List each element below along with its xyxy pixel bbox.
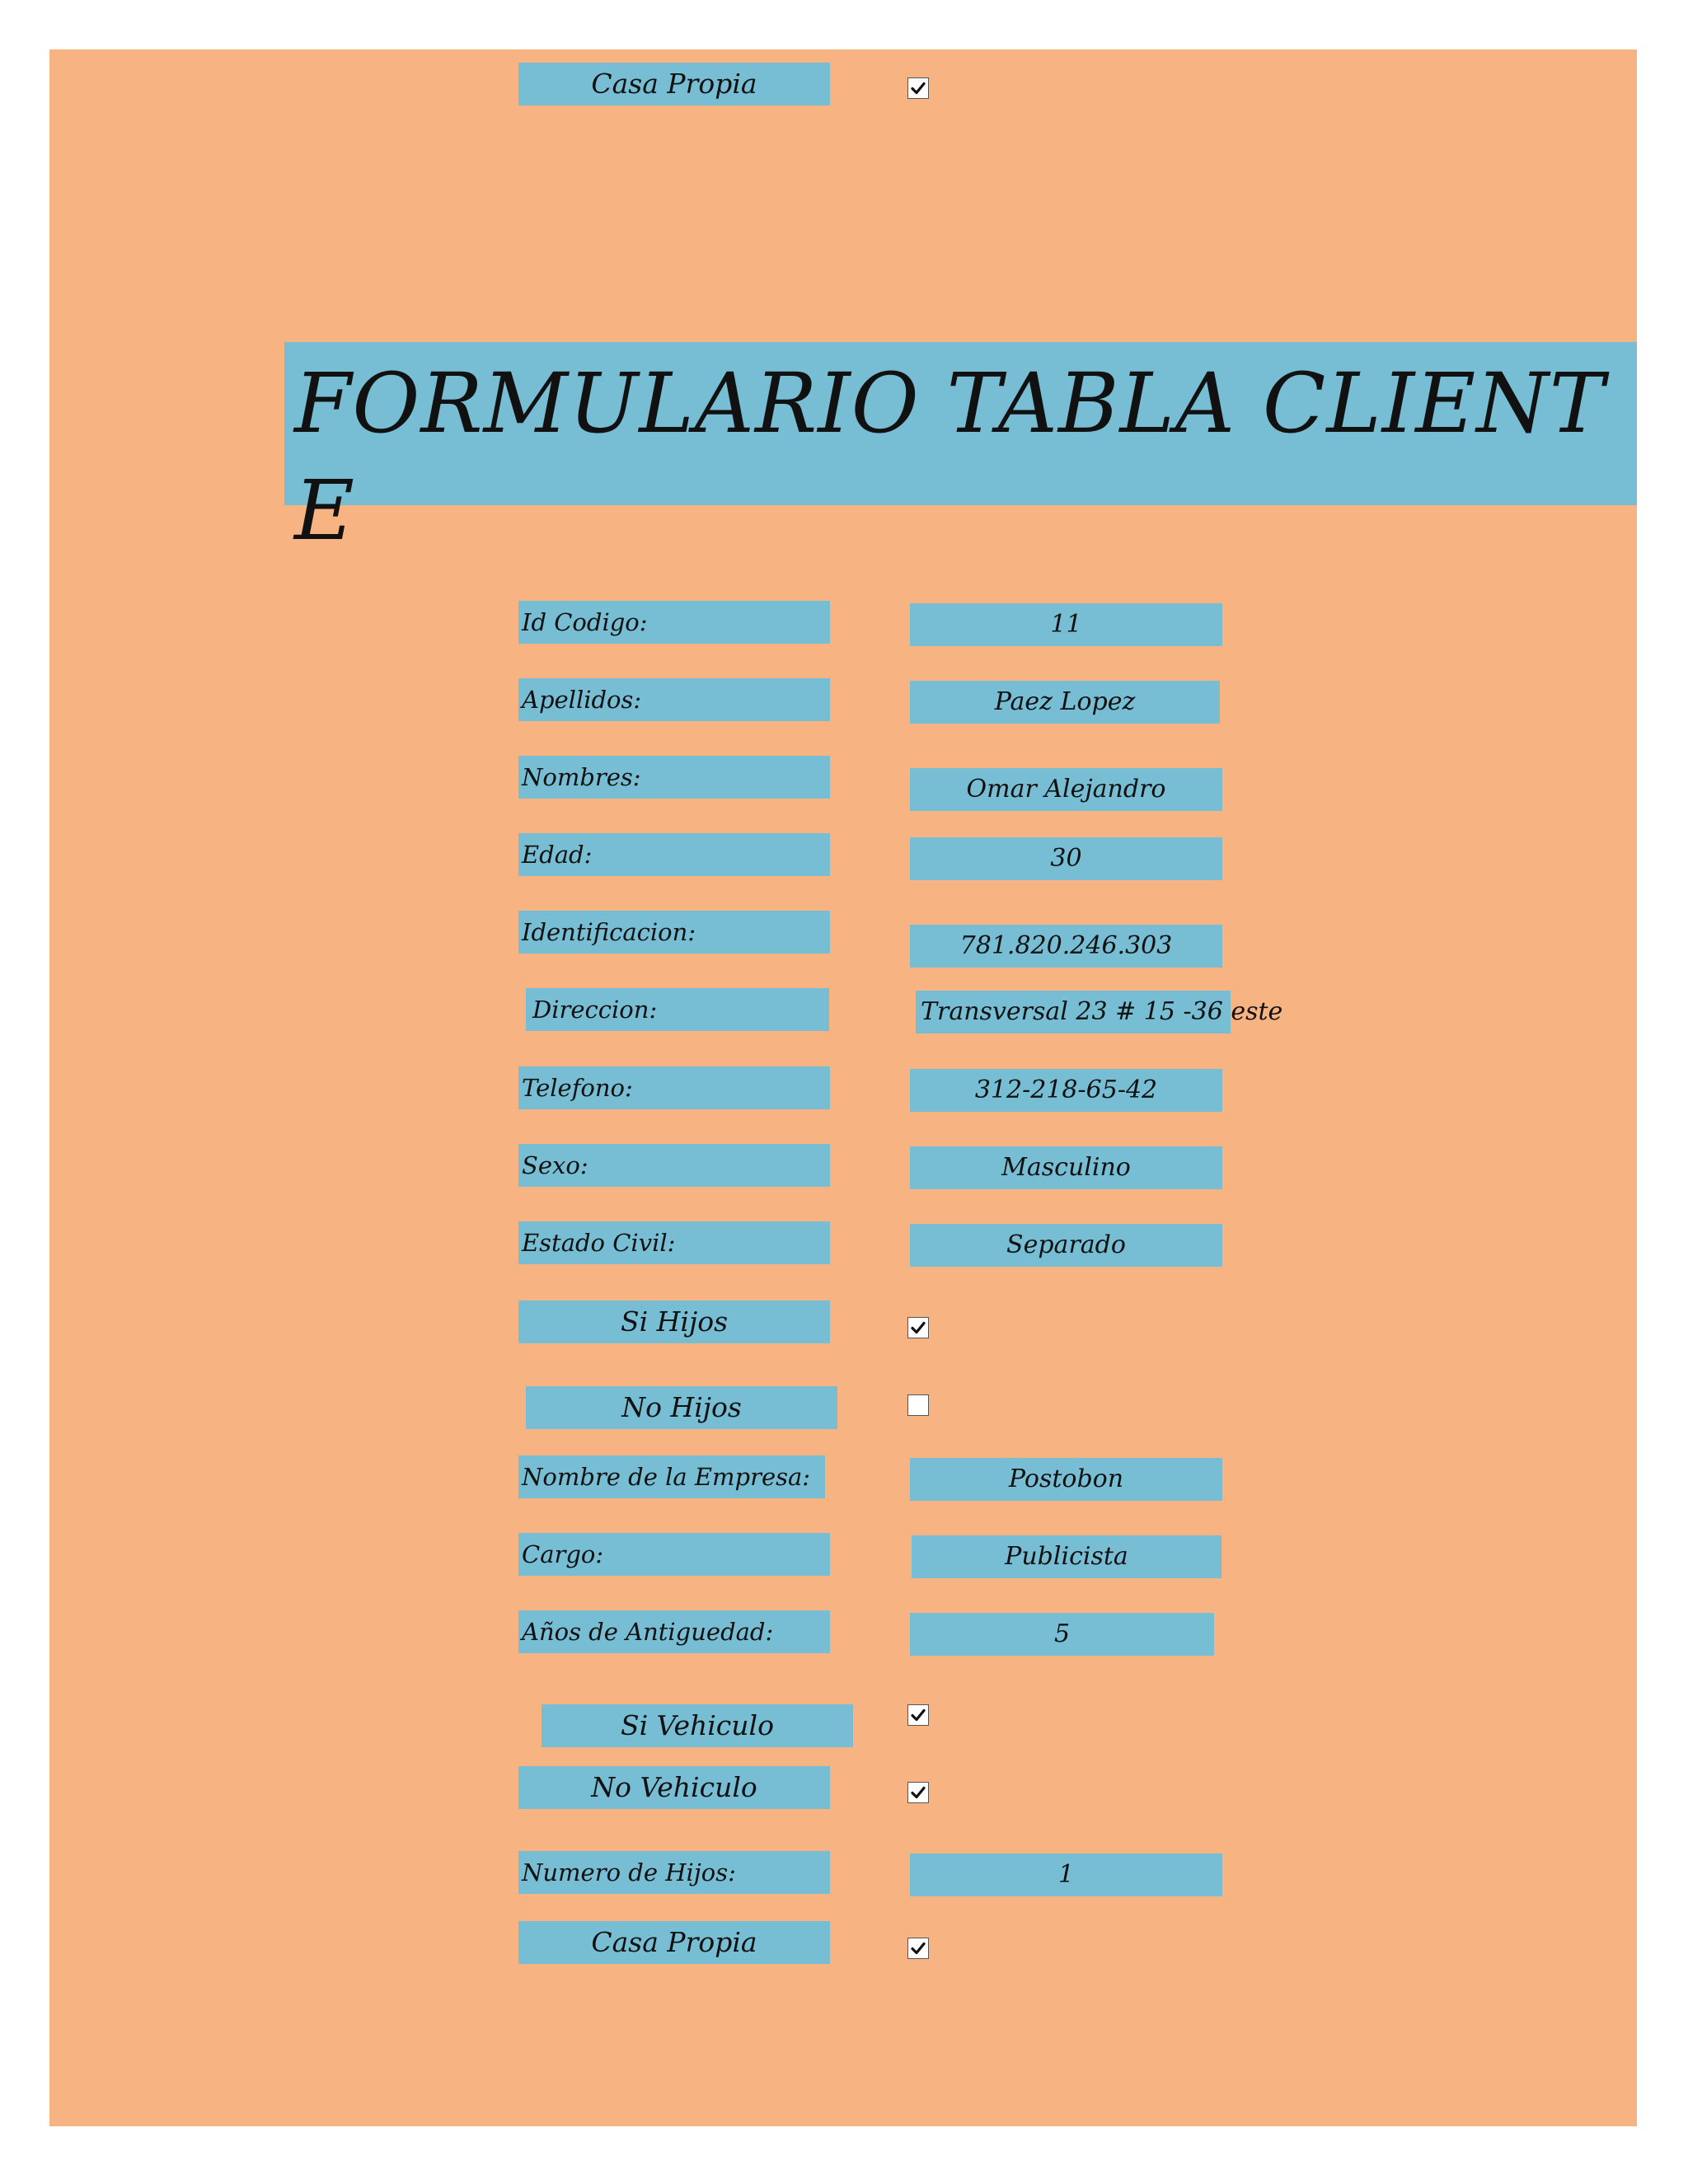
identificacion-field[interactable]: 781.820.246.303 (910, 925, 1222, 968)
top-casa-propia-label: Casa Propia (518, 63, 830, 105)
check-mark-icon (910, 1319, 926, 1336)
title-banner (284, 342, 1637, 559)
check-mark-icon (910, 1784, 926, 1801)
check-mark-icon (910, 1940, 926, 1957)
sexo-label: Sexo: (518, 1144, 830, 1187)
top-casa-propia-checkbox[interactable] (907, 77, 929, 99)
sexo-field[interactable]: Masculino (910, 1146, 1222, 1189)
apellidos-field[interactable]: Paez Lopez (910, 681, 1220, 724)
direccion-label: Direccion: (526, 988, 829, 1031)
apellidos-label: Apellidos: (518, 678, 830, 721)
casa-propia-checkbox[interactable] (907, 1938, 929, 1959)
telefono-field[interactable]: 312-218-65-42 (910, 1069, 1222, 1112)
numero-hijos-field[interactable]: 1 (910, 1854, 1222, 1896)
check-mark-icon (910, 80, 926, 96)
si-vehiculo-checkbox[interactable] (907, 1704, 929, 1726)
check-mark-icon (910, 1707, 926, 1723)
no-hijos-checkbox[interactable] (907, 1394, 929, 1416)
empresa-label: Nombre de la Empresa: (518, 1455, 825, 1498)
cargo-label: Cargo: (518, 1533, 830, 1576)
edad-label: Edad: (518, 833, 830, 876)
nombres-field[interactable]: Omar Alejandro (910, 768, 1222, 811)
nombres-label: Nombres: (518, 756, 830, 799)
edad-field[interactable]: 30 (910, 837, 1222, 880)
identificacion-label: Identificacion: (518, 911, 830, 954)
antiguedad-label: Años de Antiguedad: (518, 1610, 830, 1653)
estado-civil-label: Estado Civil: (518, 1221, 830, 1264)
form-sheet (49, 49, 1637, 2126)
no-hijos-label: No Hijos (526, 1386, 837, 1429)
no-vehiculo-checkbox[interactable] (907, 1782, 929, 1803)
casa-propia-label: Casa Propia (518, 1921, 830, 1964)
numero-hijos-label: Numero de Hijos: (518, 1851, 830, 1894)
empresa-field[interactable]: Postobon (910, 1458, 1222, 1501)
no-vehiculo-label: No Vehiculo (518, 1766, 830, 1809)
si-hijos-checkbox[interactable] (907, 1317, 929, 1338)
page-title: FORMULARIO TABLA CLIENTE (294, 355, 1606, 559)
estado-civil-field[interactable]: Separado (910, 1224, 1222, 1267)
antiguedad-field[interactable]: 5 (910, 1613, 1214, 1656)
si-vehiculo-label: Si Vehiculo (542, 1704, 853, 1747)
cargo-field[interactable]: Publicista (912, 1535, 1221, 1578)
id-codigo-field[interactable]: 11 (910, 603, 1222, 646)
id-codigo-label: Id Codigo: (518, 601, 830, 644)
si-hijos-label: Si Hijos (518, 1301, 830, 1343)
direccion-field[interactable]: Transversal 23 # 15 -36 este (916, 991, 1231, 1033)
telefono-label: Telefono: (518, 1066, 830, 1109)
